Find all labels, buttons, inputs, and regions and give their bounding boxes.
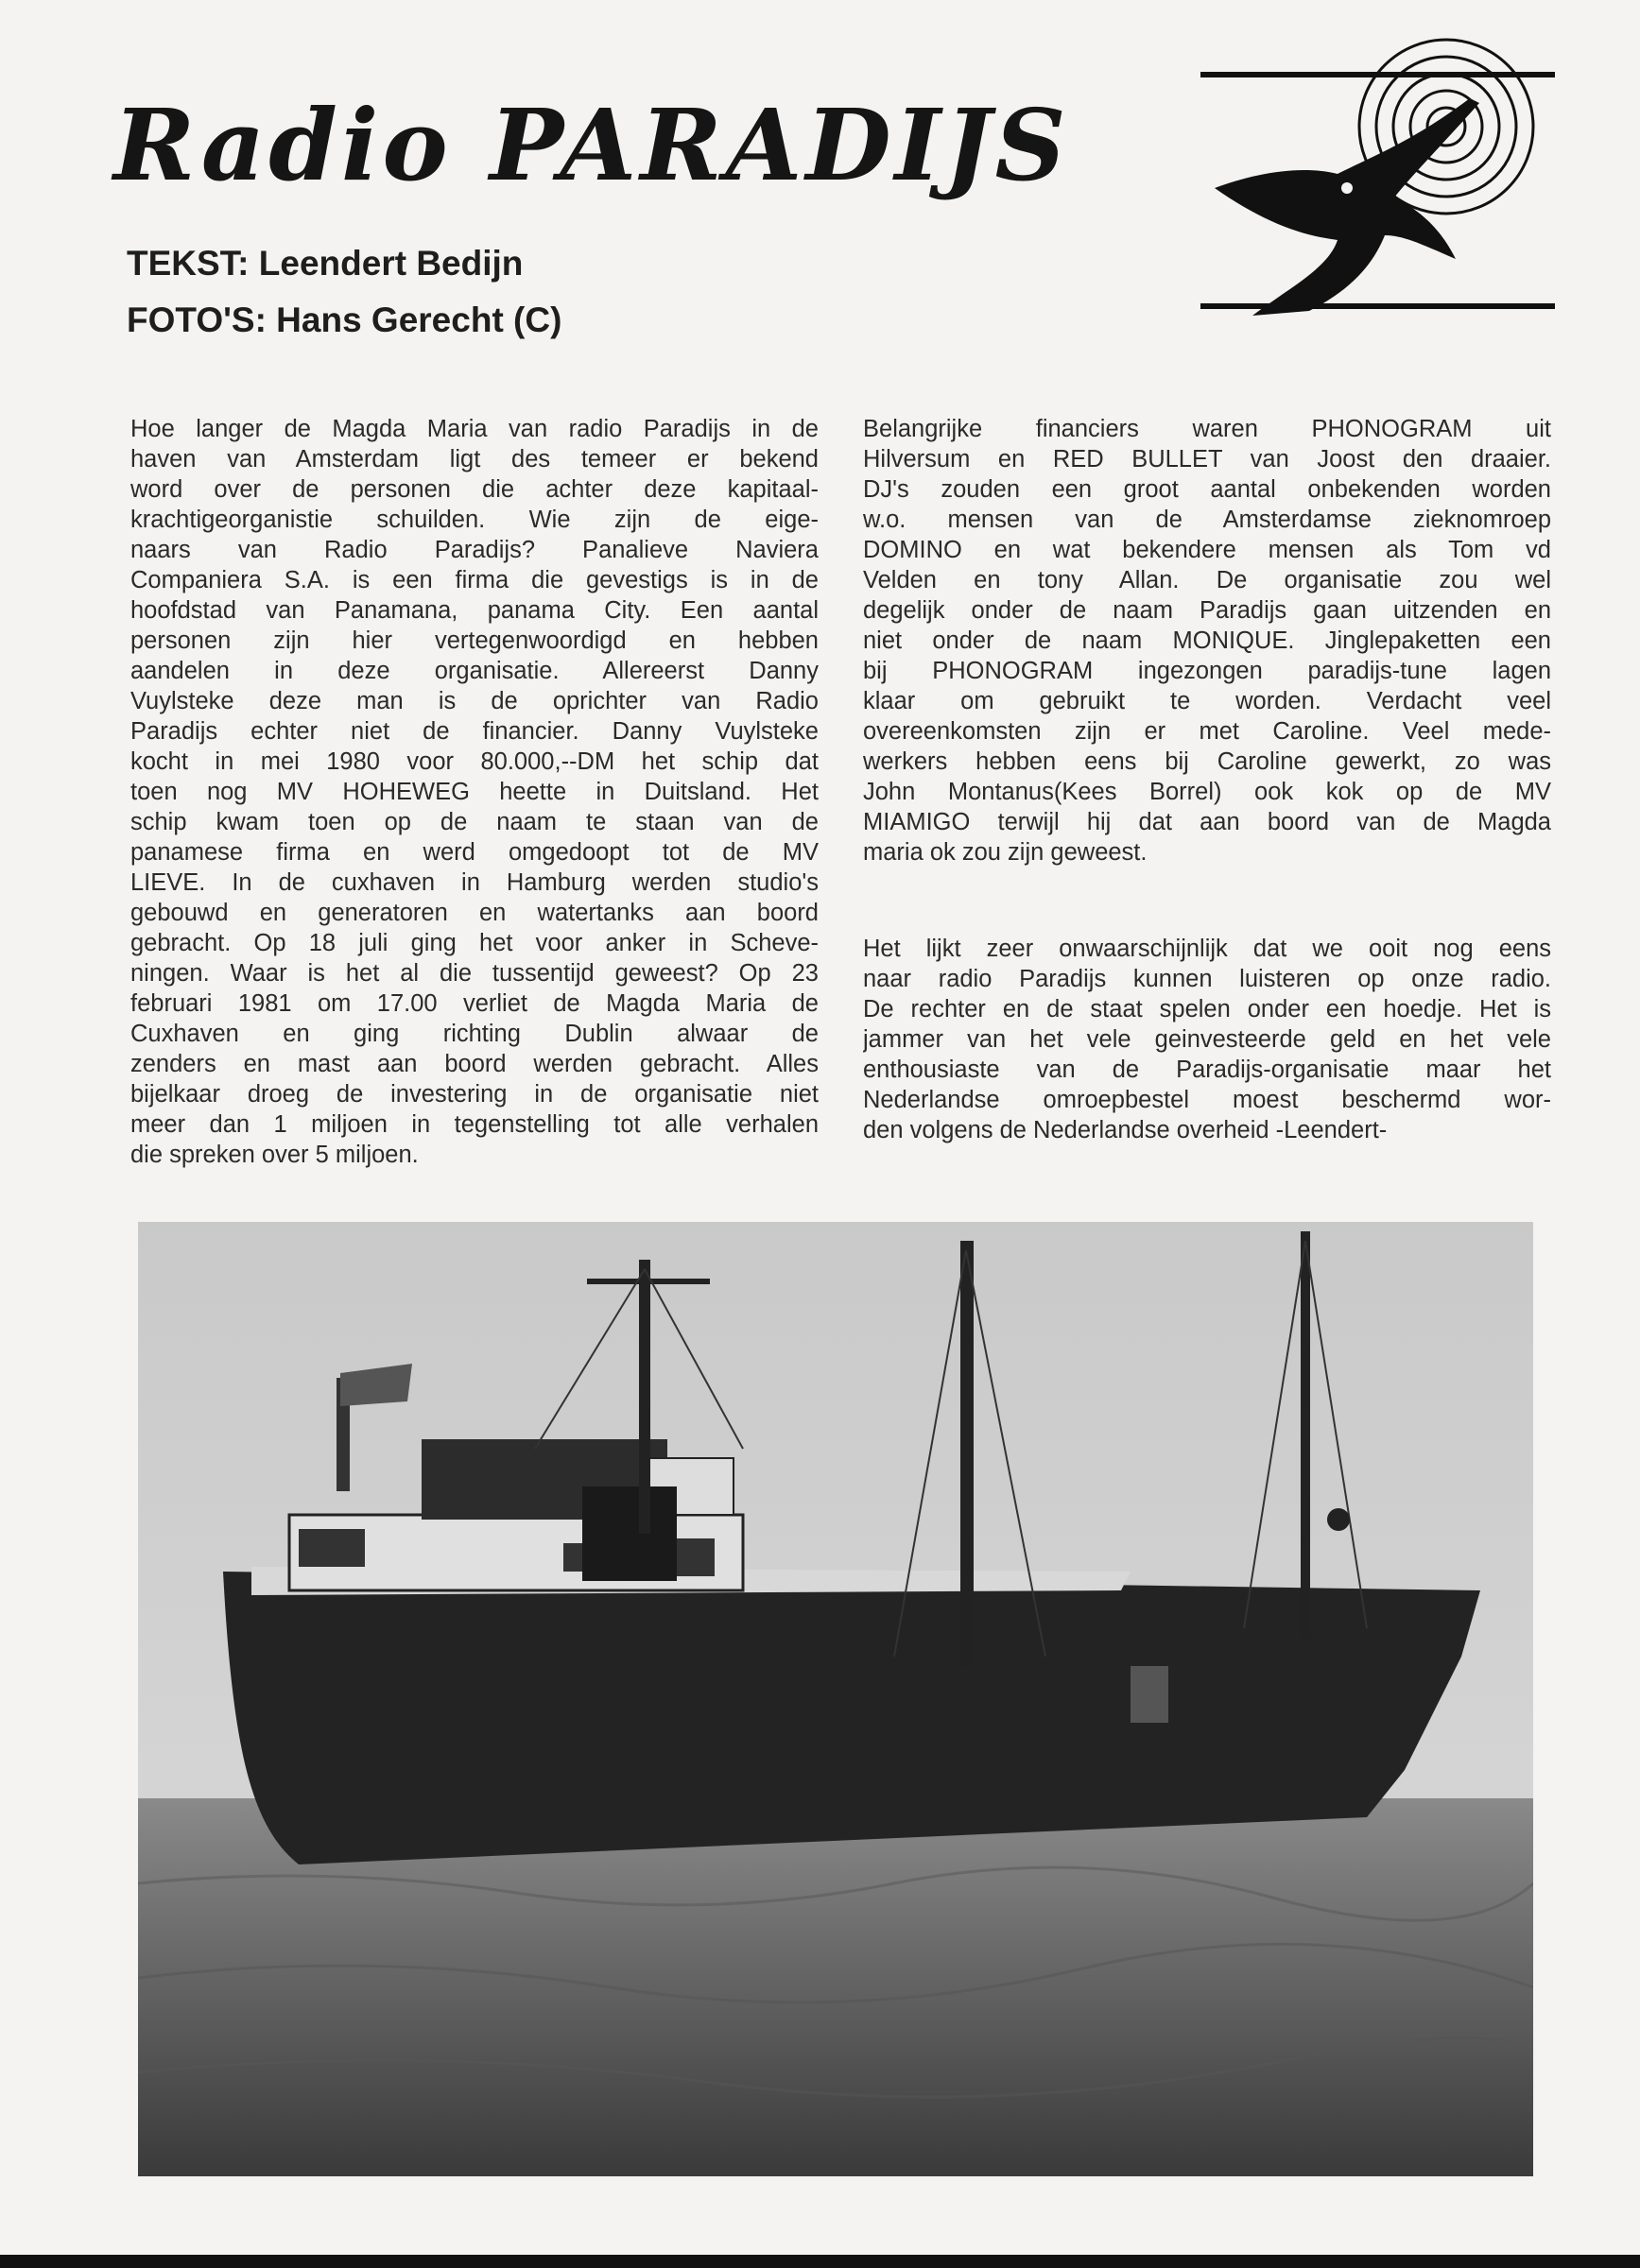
article-line: gebouwd en generatoren en watertanks aan boord [130,900,819,926]
article-line: bijelkaar droeg de investering in de organisatie niet [130,1081,819,1108]
article-line: De rechter en de staat spelen onder een hoedje. Het is [863,996,1551,1022]
article-line: Companiera S.A. is een firma die gevestigs is in de [130,567,819,593]
article-line: meer dan 1 miljoen in tegenstelling tot alle verhalen [130,1111,819,1138]
article-column-right-closing [863,934,1551,1145]
article-line: John Montanus(Kees Borrel) ook kok op de MV [863,779,1551,805]
article-line: personen zijn hier vertegenwoordigd en hebben [130,627,819,654]
article-line: Het lijkt zeer onwaarschijnlijk dat we ooit nog eens [863,936,1551,962]
article-line: februari 1981 om 17.00 verliet de Magda Maria de [130,990,819,1017]
article-line: enthousiaste van de Paradijs-organisatie maar het [863,1057,1551,1083]
article-line: ningen. Waar is het al die tussentijd geweest? Op 23 [130,960,819,987]
article-line: werkers hebben eens bij Caroline gewerkt, zo was [863,748,1551,775]
article-line: word over de personen die achter deze kapitaal- [130,476,819,503]
radio-bird-logo-icon [1196,32,1560,330]
byline-photos: FOTO'S: Hans Gerecht (C) [127,301,562,339]
article-line: Hilversum en RED BULLET van Joost den draaier. [863,446,1551,472]
article-line: MIAMIGO terwijl hij dat aan boord van de Magda [863,809,1551,835]
article-line: hoofdstad van Panamana, panama City. Een aantal [130,597,819,624]
article-line: niet onder de naam MONIQUE. Jinglepaketten een [863,627,1551,654]
article-line: DOMINO en wat bekendere mensen als Tom vd [863,537,1551,563]
article-line: Vuylsteke deze man is de oprichter van Radio [130,688,819,714]
article-line: Velden en tony Allan. De organisatie zou wel [863,567,1551,593]
article-line: die spreken over 5 miljoen. [130,1142,419,1168]
article-line: aandelen in deze organisatie. Allereerst Danny [130,658,819,684]
ship-photo [138,1222,1533,2176]
article-line: toen nog MV HOHEWEG heette in Duitsland. Het [130,779,819,805]
article-line: degelijk onder de naam Paradijs gaan uitzenden en [863,597,1551,624]
article-line: naars van Radio Paradijs? Panalieve Naviera [130,537,819,563]
article-line: klaar om gebruikt te worden. Verdacht veel [863,688,1551,714]
article-line: schip kwam toen op de naam te staan van de [130,809,819,835]
page-edge [0,2255,1640,2268]
article-line: Nederlandse omroepbestel moest beschermd wor- [863,1087,1551,1113]
article-line: maria ok zou zijn geweest. [863,839,1148,866]
article-line: gebracht. Op 18 juli ging het voor anker in Scheve- [130,930,819,956]
article-line: Belangrijke financiers waren PHONOGRAM uit [863,416,1551,442]
article-line: krachtigeorganistie schuilden. Wie zijn de eige- [130,507,819,533]
page-title: Radio PARADIJS [113,87,1070,203]
article-line: Hoe langer de Magda Maria van radio Paradijs in de [130,416,819,442]
article-line: LIEVE. In de cuxhaven in Hamburg werden studio's [130,869,819,896]
article-column-left [130,414,819,1170]
article-line: Paradijs echter niet de financier. Danny Vuylsteke [130,718,819,745]
article-line: Cuxhaven en ging richting Dublin alwaar de [130,1021,819,1047]
article-line: kocht in mei 1980 voor 80.000,--DM het schip dat [130,748,819,775]
article-column-right [863,414,1551,868]
article-line: naar radio Paradijs kunnen luisteren op onze radio. [863,966,1551,992]
article-line: w.o. mensen van de Amsterdamse zieknomroep [863,507,1551,533]
article-line: DJ's zouden een groot aantal onbekenden worden [863,476,1551,503]
article-line: panamese firma en werd omgedoopt tot de MV [130,839,819,866]
article-line: jammer van het vele geinvesteerde geld en het vele [863,1026,1551,1053]
article-line: den volgens de Nederlandse overheid -Leendert- [863,1117,1388,1143]
article-line: haven van Amsterdam ligt des temeer er bekend [130,446,819,472]
article-line: bij PHONOGRAM ingezongen paradijs-tune lagen [863,658,1551,684]
byline-text: TEKST: Leendert Bedijn [127,244,524,283]
article-line: zenders en mast aan boord werden gebracht. Alles [130,1051,819,1077]
article-line: overeenkomsten zijn er met Caroline. Veel mede- [863,718,1551,745]
